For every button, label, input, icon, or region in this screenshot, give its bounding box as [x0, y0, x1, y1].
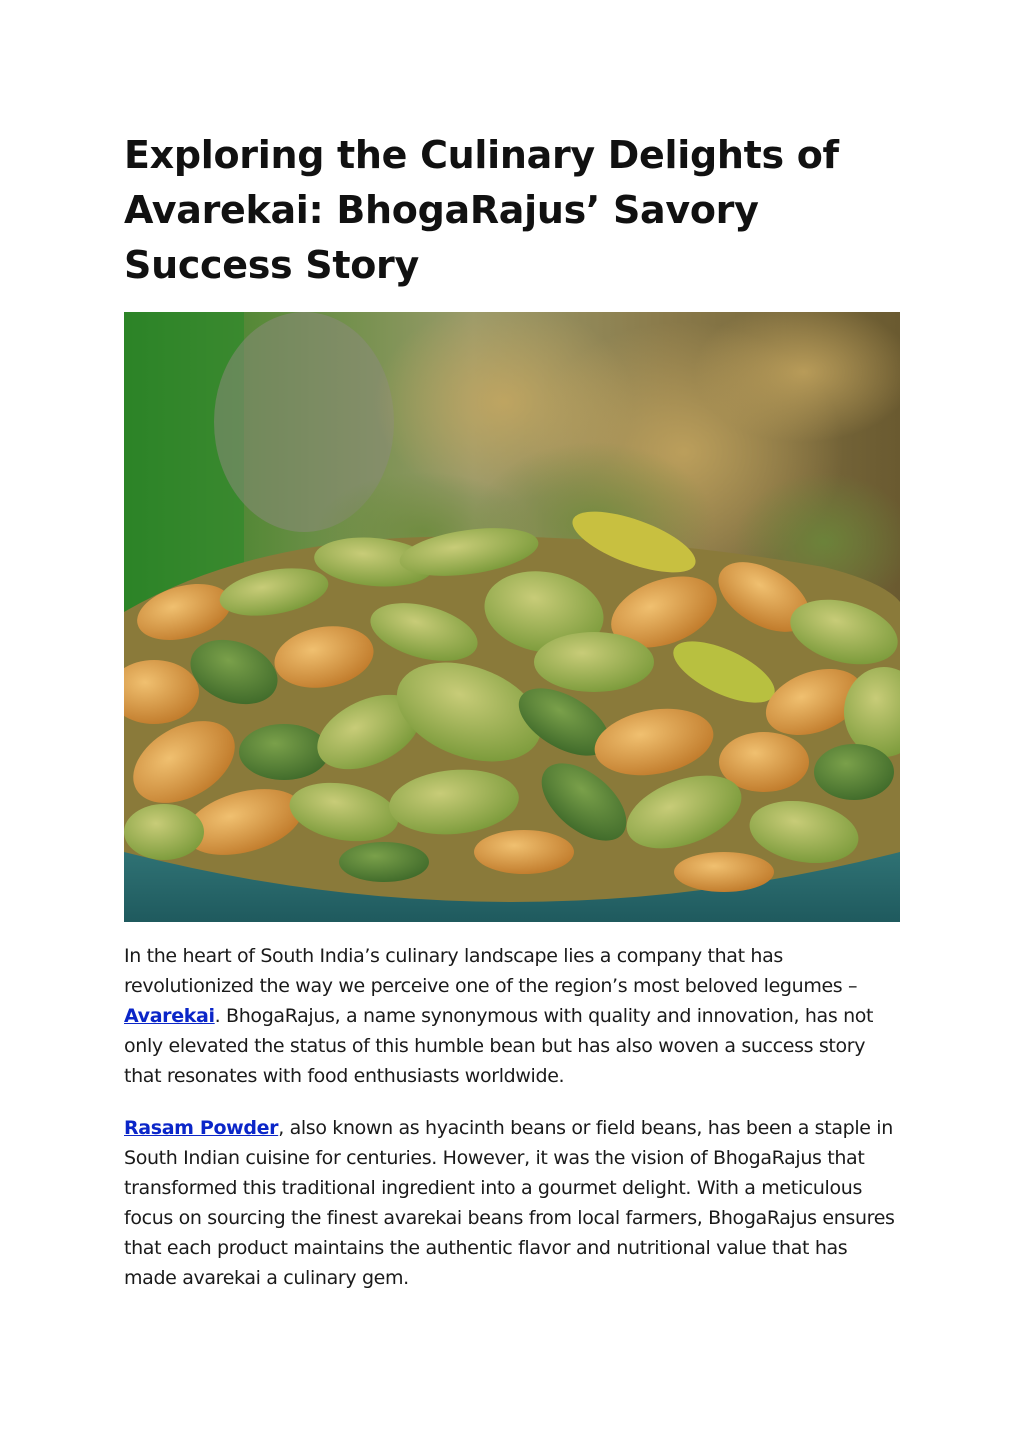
paragraph-1-text-before: In the heart of South India’s culinary landscape lies a company that has revolutionized the way we perceive one of the region’s most beloved legumes –	[124, 945, 858, 997]
paragraph-1	[124, 941, 904, 1091]
paragraph-2	[124, 1113, 904, 1293]
hero-image	[124, 312, 900, 922]
article-body	[124, 941, 904, 1315]
article-header	[124, 128, 904, 293]
page-title: Exploring the Culinary Delights of Avarekai: BhogaRajus’ Savory Success Story	[124, 133, 839, 287]
avarekai-photo	[124, 312, 900, 922]
paragraph-1-text-after: . BhogaRajus, a name synonymous with quality and innovation, has not only elevated the status of this humble bean but has also woven a success story that resonates with food enthusiasts worldwide.	[124, 1005, 874, 1087]
avarekai-link[interactable]: Avarekai	[124, 1005, 215, 1027]
paragraph-2-text-after: , also known as hyacinth beans or field beans, has been a staple in South Indian cuisine for centuries. However, it was the vision of BhogaRajus that transformed this traditional ingredient into a gourmet delight. With a meticulous focus on sourcing the finest avarekai beans from local farmers, BhogaRajus ensures that each product maintains the authentic flavor and nutritional value that has made avarekai a culinary gem.	[124, 1117, 895, 1289]
rasam-powder-link[interactable]: Rasam Powder	[124, 1117, 279, 1139]
